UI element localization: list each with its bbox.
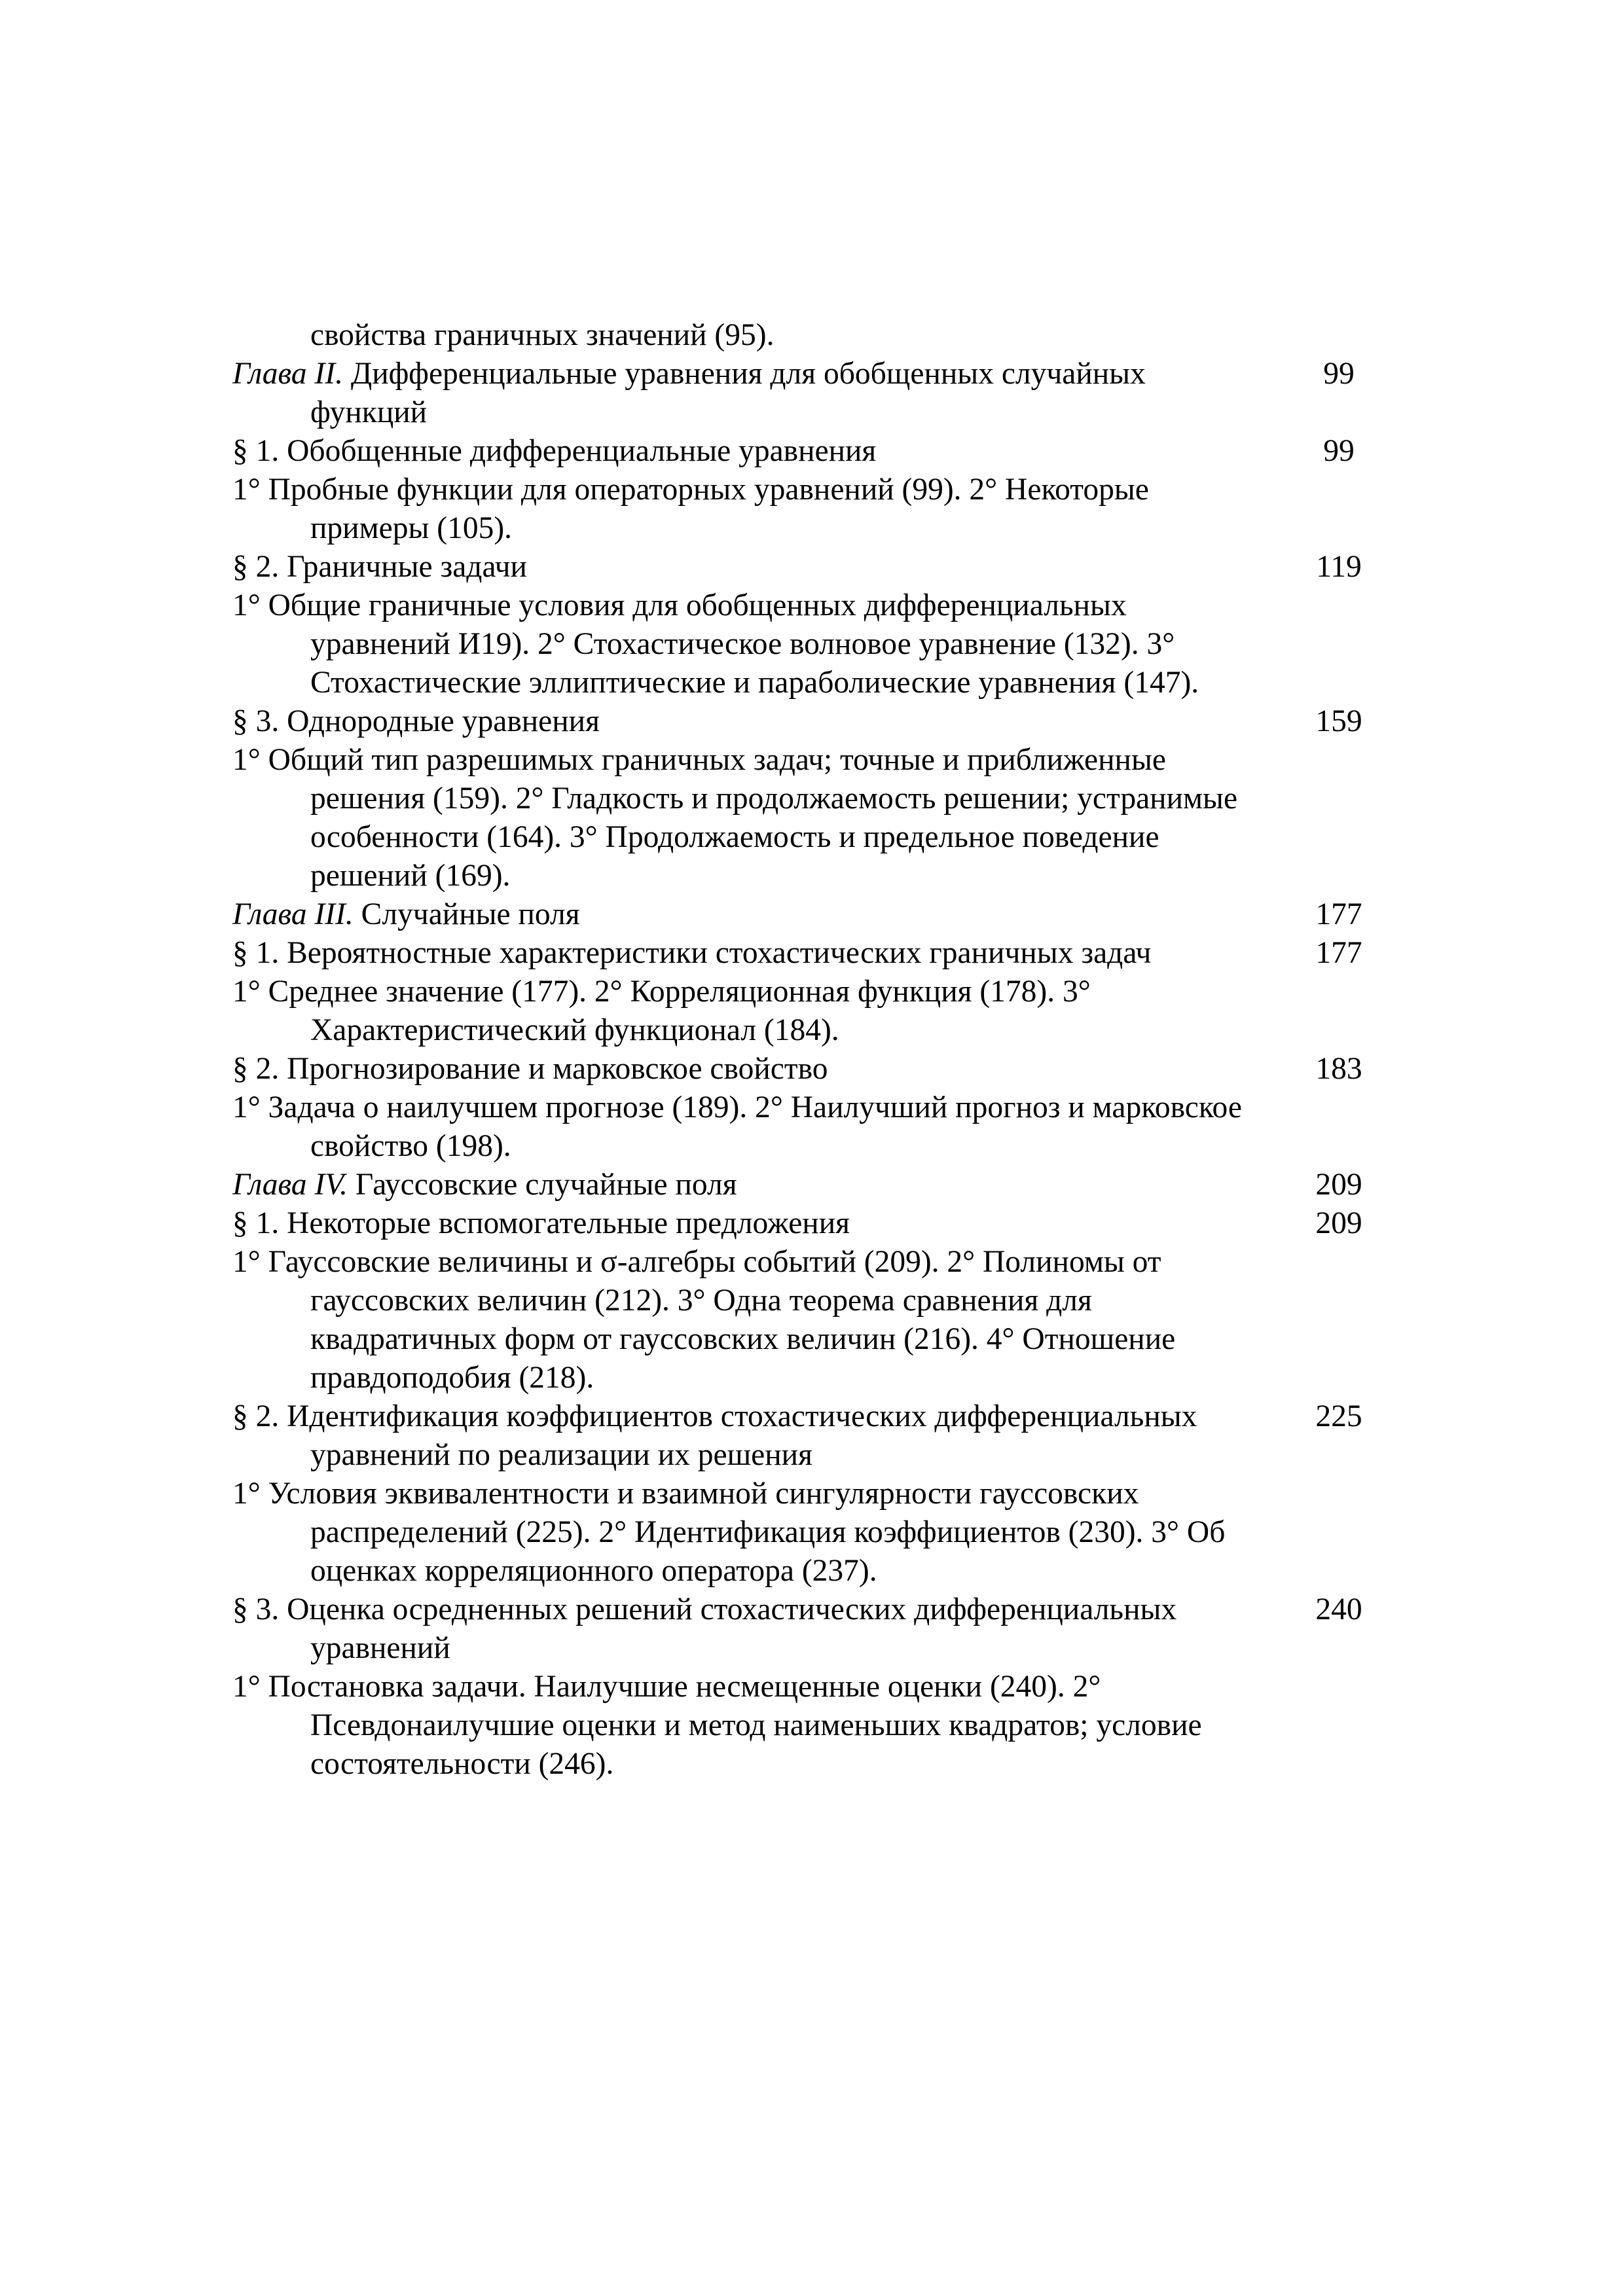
toc-section	[232, 432, 1385, 471]
subitems-text: 1° Гауссовские величины и σ-алгебры событий (209). 2° Полиномы от гауссовских величин (212). 3° Одна теорема сравнения для квадратичных форм от гауссовских величин (216). 4° Отношение правдоподобия (218).	[232, 1245, 1176, 1395]
toc-page-number: 177	[1315, 897, 1362, 931]
chapter-title: Гауссовские случайные поля	[348, 1168, 737, 1202]
toc-chapter-4	[232, 1166, 1385, 1204]
section-title: § 2. Прогнозирование и марковское свойство	[232, 1052, 828, 1086]
toc-page-number: 240	[1315, 1592, 1362, 1626]
subitems-text: 1° Постановка задачи. Наилучшие несмещенные оценки (240). 2° Псевдонаилучшие оценки и метод наименьших квадратов; условие состоятельности (246).	[232, 1670, 1202, 1781]
toc-subitems	[232, 1088, 1385, 1166]
section-title: § 2. Граничные задачи	[232, 550, 527, 584]
toc-subitems	[232, 1475, 1385, 1590]
toc-section	[232, 1050, 1385, 1088]
toc-section	[232, 702, 1385, 741]
section-title: § 1. Некоторые вспомогательные предложения	[232, 1206, 850, 1240]
section-title: § 1. Вероятностные характеристики стохастических граничных задач	[232, 936, 1152, 970]
toc-page-number: 183	[1315, 1052, 1362, 1086]
toc-page-number: 119	[1316, 550, 1362, 584]
toc-section	[232, 934, 1385, 973]
section-title: § 3. Оценка осредненных решений стохастических дифференциальных уравнений	[232, 1592, 1177, 1665]
toc-page-number: 99	[1323, 357, 1355, 391]
toc-page-number: 99	[1323, 434, 1355, 468]
toc-page-number: 159	[1315, 704, 1362, 738]
section-title: § 1. Обобщенные дифференциальные уравнения	[232, 434, 877, 468]
toc-section	[232, 1204, 1385, 1243]
subitems-text: 1° Общие граничные условия для обобщенных дифференциальных уравнений И19). 2° Стохастическое волновое уравнение (132). 3° Стохастические эллиптические и параболические уравнения (147).	[232, 588, 1199, 700]
chapter-title: Дифференциальные уравнения для обобщенных случайных функций	[310, 357, 1146, 429]
toc-page-number: 209	[1315, 1206, 1362, 1240]
toc-subitems	[232, 973, 1385, 1050]
subitems-text: 1° Общий тип разрешимых граничных задач; точные и приближенные решения (159). 2° Гладкость и продолжаемость решении; устранимые особенности (164). 3° Продолжаемость и предельное поведение решений (169).	[232, 743, 1238, 893]
toc-subitems	[232, 1243, 1385, 1397]
toc-section	[232, 548, 1385, 586]
subitems-text: 1° Среднее значение (177). 2° Корреляционная функция (178). 3° Характеристический функционал (184).	[232, 975, 1091, 1047]
toc-subitems	[232, 741, 1385, 895]
subitems-text: 1° Пробные функции для операторных уравнений (99). 2° Некоторые примеры (105).	[232, 473, 1149, 545]
subitems-text: 1° Задача о наилучшем прогнозе (189). 2° Наилучший прогноз и марковское свойство (198).	[232, 1090, 1242, 1163]
toc-section	[232, 1397, 1385, 1475]
toc-chapter-3	[232, 895, 1385, 934]
subitems-text: 1° Условия эквивалентности и взаимной сингулярности гауссовских распределений (225). 2° Идентификация коэффициентов (230). 3° Об оценках корреляционного оператора (237).	[232, 1477, 1226, 1588]
toc-subitems	[232, 586, 1385, 702]
section-title: § 3. Однородные уравнения	[232, 704, 600, 738]
chapter-title: Случайные поля	[353, 897, 580, 931]
table-of-contents	[232, 316, 1385, 1784]
toc-entry-text: свойства граничных значений (95).	[310, 318, 775, 352]
chapter-label: Глава II.	[232, 357, 343, 391]
section-title: § 2. Идентификация коэффициентов стохастических дифференциальных уравнений по реализации их решения	[232, 1399, 1197, 1472]
toc-chapter-2	[232, 355, 1385, 432]
toc-page-number: 225	[1315, 1399, 1362, 1433]
toc-page-number: 177	[1315, 936, 1362, 970]
chapter-label: Глава III.	[232, 897, 354, 931]
chapter-label: Глава IV.	[232, 1168, 348, 1202]
toc-page-number: 209	[1315, 1168, 1362, 1202]
toc-subitems	[232, 471, 1385, 548]
toc-subitems	[232, 1668, 1385, 1784]
toc-section	[232, 1590, 1385, 1668]
toc-entry-continuation	[232, 316, 1385, 355]
